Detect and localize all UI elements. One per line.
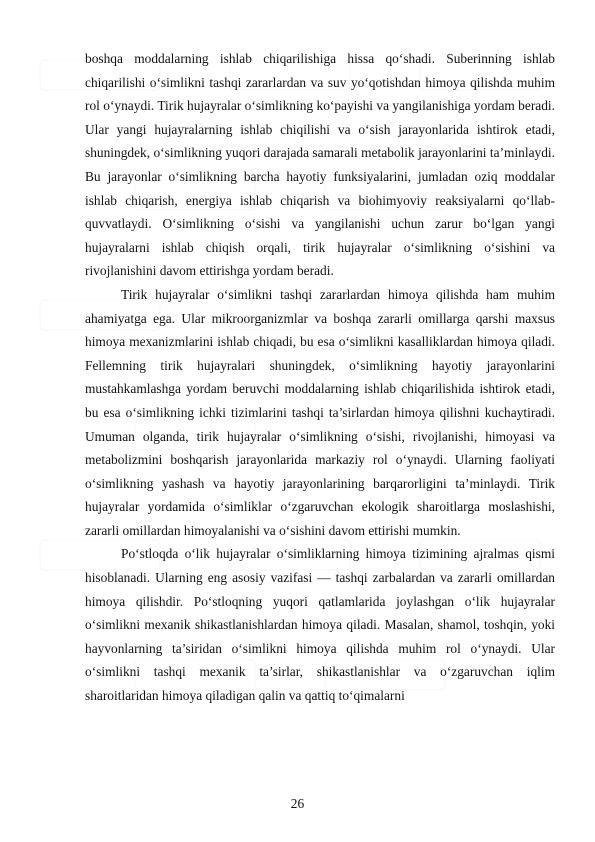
page-number: 26: [290, 796, 305, 811]
paragraph-2: Tirik hujayralar o‘simlikni tashqi zararlardan himoya qilishda ham muhim ahamiyatga ega. Ular mikroorganizmlar va boshqa zararli omillarga qarshi maxsus himoya mexanizmlarini ishlab chiqadi, bu esa o‘simlikni kasalliklardan himoya qiladi. Fellemning tirik hujayralari shuningdek, o‘simlikning hayotiy jarayonlarini mustahkamlashga yordam beruvchi moddalarning ishlab chiqarilishida ishtirok etadi, bu esa o‘simlikning ichki tizimlarini tashqi ta’sirlardan himoya qilishni kuchaytiradi. Umuman olganda, tirik hujayralar o‘simlikning o‘sishi, rivojlanishi, himoyasi va metabolizmini boshqarish jarayonlarida markaziy rol o‘ynaydi. Ularning faoliyati o‘simlikning yashash va hayotiy jarayonlarining barqarorligini ta’minlaydi. Tirik hujayralar yordamida o‘simliklar o‘zgaruvchan ekologik sharoitlarga moslashishi, zararli omillardan himoyalanishi va o‘sishini davom ettirishi mumkin.: [85, 286, 555, 538]
paragraph-1: boshqa moddalarning ishlab chiqarilishiga hissa qo‘shadi. Suberinning ishlab chiqarilishi o‘simlikni tashqi zararlardan va suv yo‘qotishdan himoya qilishda muhim rol o‘ynaydi. Tirik hujayralar o‘simlikning ko‘payishi va yangilanishiga yordam beradi. Ular yangi hujayralarning ishlab chiqilishi va o‘sish jarayonlarida ishtirok etadi, shuningdek, o‘simlikning yuqori darajada samarali metabolik jarayonlarini ta’minlaydi. Bu jarayonlar o‘simlikning barcha hayotiy funksiyalarini, jumladan oziq moddalar ishlab chiqarish, energiya ishlab chiqarish va biohimyoviy reaksiyalarni qo‘llab-quvvatlaydi. O‘simlikning o‘sishi va yangilanishi uchun zarur bo‘lgan yangi hujayralarni ishlab chiqish orqali, tirik hujayralar o‘simlikning o‘sishini va rivojlanishini davom ettirishga yordam beradi.: [85, 51, 555, 279]
page-body: [85, 47, 555, 708]
paragraph-3: Po‘stloqda o‘lik hujayralar o‘simliklarning himoya tizimining ajralmas qismi hisoblanadi. Ularning eng asosiy vazifasi — tashqi zarbalardan va zararli omillardan himoya qilishdir. Po‘stloqning yuqori qatlamlarida joylashgan o‘lik hujayralar o‘simlikni mexanik shikastlanishlardan himoya qiladi. Masalan, shamol, toshqin, yoki hayvonlarning ta’siridan o‘simlikni himoya qilishda muhim rol o‘ynaydi. Ular o‘simlikni tashqi mexanik ta’sirlar, shikastlanishlar va o‘zgaruvchan iqlim sharoitlaridan himoya qiladigan qalin va qattiq to‘qimalarni: [85, 546, 555, 704]
